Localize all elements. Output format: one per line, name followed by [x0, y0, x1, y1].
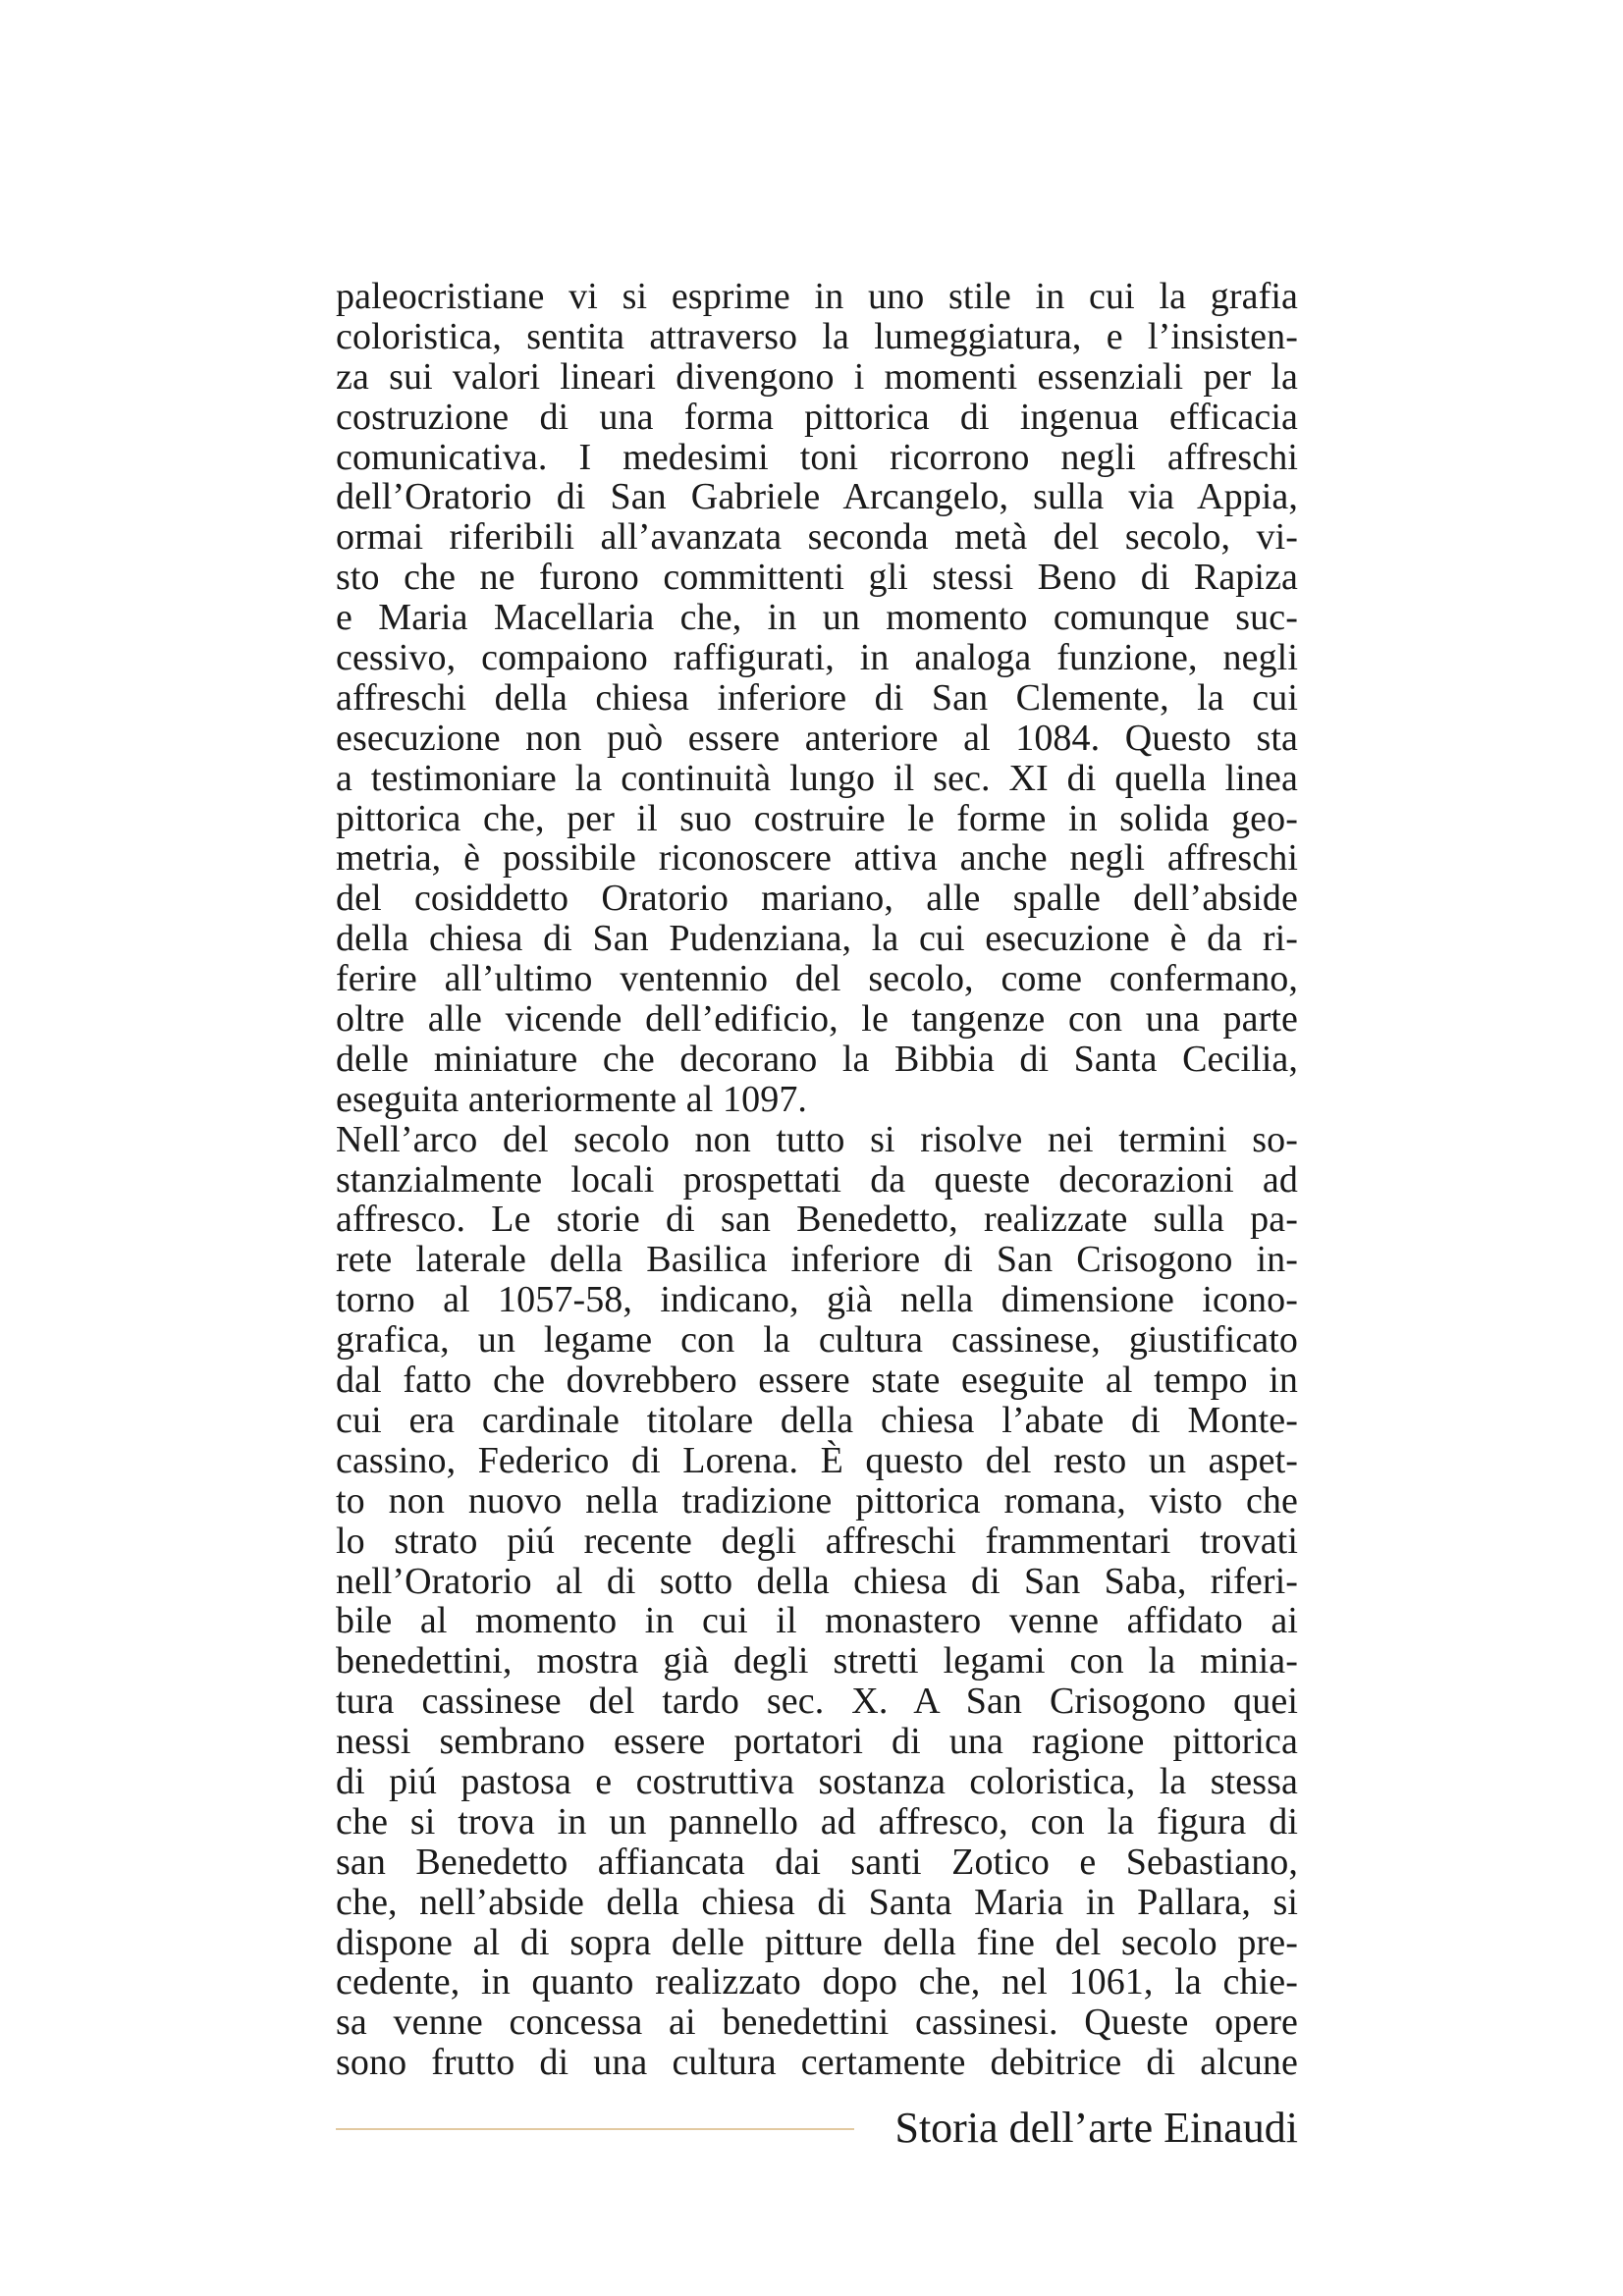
text-line: comunicativa. I medesimi toni ricorrono negli affreschi [336, 436, 1298, 478]
text-line: bile al momento in cui il monastero venne affidato ai [336, 1600, 1298, 1642]
text-line: ormai riferibili all’avanzata seconda metà del secolo, vi- [336, 516, 1298, 559]
text-line: che, nell’abside della chiesa di Santa Maria in Pallara, si [336, 1881, 1298, 1923]
text-line: affreschi della chiesa inferiore di San Clemente, la cui [336, 676, 1298, 719]
text-line: sto che ne furono committenti gli stessi Beno di Rapiza [336, 557, 1298, 599]
text-line: dell’Oratorio di San Gabriele Arcangelo, sulla via Appia, [336, 476, 1298, 518]
text-line: za sui valori lineari divengono i momenti essenziali per la [336, 355, 1298, 398]
page-footer [336, 2099, 1298, 2158]
text-line: coloristica, sentita attraverso la lumeggiatura, e l’insisten- [336, 315, 1298, 357]
text-line: delle miniature che decorano la Bibbia di Santa Cecilia, [336, 1038, 1298, 1080]
text-line: pittorica che, per il suo costruire le forme in solida geo- [336, 797, 1298, 839]
footer-title: Storia dell’arte Einaudi [894, 2104, 1298, 2152]
text-line: affresco. Le storie di san Benedetto, realizzate sulla pa- [336, 1199, 1298, 1241]
text-line: dispone al di sopra delle pitture della fine del secolo pre- [336, 1921, 1298, 1963]
text-line: grafica, un legame con la cultura cassinese, giustificato [336, 1319, 1298, 1362]
text-line: cassino, Federico di Lorena. È questo del resto un aspet- [336, 1439, 1298, 1481]
text-line: tura cassinese del tardo sec. X. A San Crisogono quei [336, 1681, 1298, 1723]
text-line: dal fatto che dovrebbero essere state eseguite al tempo in [336, 1360, 1298, 1402]
text-line: ferire all’ultimo ventennio del secolo, come confermano, [336, 958, 1298, 1000]
body-text [336, 277, 1298, 2083]
text-line: nell’Oratorio al di sotto della chiesa di San Saba, riferi- [336, 1560, 1298, 1602]
text-line: costruzione di una forma pittorica di ingenua efficacia [336, 396, 1298, 438]
text-line: nessi sembrano essere portatori di una ragione pittorica [336, 1721, 1298, 1763]
text-line: cessivo, compaiono raffigurati, in analoga funzione, negli [336, 637, 1298, 679]
text-line: oltre alle vicende dell’edificio, le tangenze con una parte [336, 998, 1298, 1041]
text-line: sono frutto di una cultura certamente debitrice di alcune [336, 2042, 1298, 2084]
text-line: della chiesa di San Pudenziana, la cui esecuzione è da ri- [336, 918, 1298, 960]
text-line: cui era cardinale titolare della chiesa l’abate di Monte- [336, 1399, 1298, 1441]
text-line: san Benedetto affiancata dai santi Zotico e Sebastiano, [336, 1841, 1298, 1883]
text-line: metria, è possibile riconoscere attiva anche negli affreschi [336, 837, 1298, 880]
text-line: sa venne concessa ai benedettini cassinesi. Queste opere [336, 2002, 1298, 2044]
text-line: torno al 1057-58, indicano, già nella dimensione icono- [336, 1279, 1298, 1321]
text-line: to non nuovo nella tradizione pittorica romana, visto che [336, 1479, 1298, 1522]
text-line: rete laterale della Basilica inferiore di San Crisogono in- [336, 1239, 1298, 1281]
text-line: del cosiddetto Oratorio mariano, alle spalle dell’abside [336, 878, 1298, 920]
text-line: esecuzione non può essere anteriore al 1084. Questo sta [336, 717, 1298, 759]
text-line: benedettini, mostra già degli stretti legami con la minia- [336, 1640, 1298, 1682]
text-line: paleocristiane vi si esprime in uno stile in cui la grafia [336, 276, 1298, 317]
footer-rule [336, 2128, 854, 2130]
text-line: che si trova in un pannello ad affresco, con la figura di [336, 1800, 1298, 1842]
text-line: a testimoniare la continuità lungo il sec. XI di quella linea [336, 757, 1298, 799]
text-line: lo strato piú recente degli affreschi frammentari trovati [336, 1520, 1298, 1562]
text-line: eseguita anteriormente al 1097. [336, 1078, 808, 1120]
text-line: Nell’arco del secolo non tutto si risolve nei termini so- [336, 1118, 1298, 1160]
text-line: e Maria Macellaria che, in un momento comunque suc- [336, 597, 1298, 639]
text-line: stanzialmente locali prospettati da queste decorazioni ad [336, 1158, 1298, 1201]
text-line: di piú pastosa e costruttiva sostanza coloristica, la stessa [336, 1760, 1298, 1802]
text-line: cedente, in quanto realizzato dopo che, nel 1061, la chie- [336, 1961, 1298, 2003]
